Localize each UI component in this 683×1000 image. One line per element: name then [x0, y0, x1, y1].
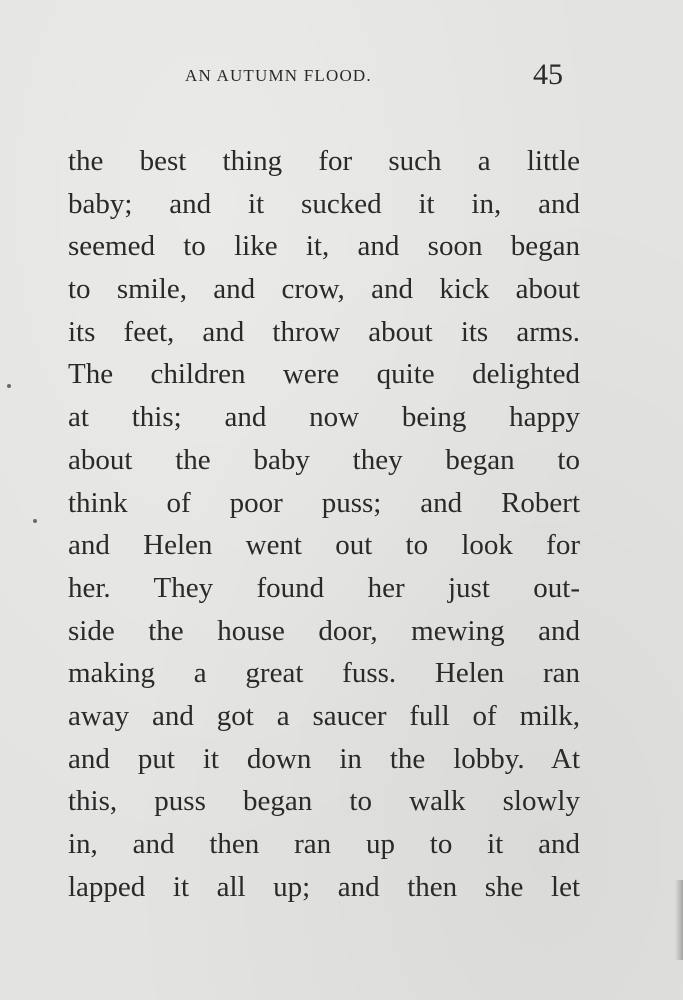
- text-line: this, puss began to walk slowly: [68, 785, 580, 818]
- text-line: and put it down in the lobby. At: [68, 742, 580, 775]
- text-line: its feet, and throw about its arms.: [68, 315, 580, 348]
- running-head-title: AN AUTUMN FLOOD.: [185, 66, 372, 85]
- text-line: seemed to like it, and soon began: [68, 230, 580, 263]
- text-line: in, and then ran up to it and: [68, 828, 580, 860]
- text-line: side the house door, mewing and: [68, 614, 580, 647]
- text-line: think of poor puss; and Robert: [68, 486, 580, 519]
- text-line: her. They found her just out-: [68, 571, 580, 604]
- text-line: away and got a saucer full of milk,: [68, 699, 580, 732]
- text-line: about the baby they began to: [68, 443, 580, 476]
- paper-speck: [7, 384, 11, 388]
- page-number: 45: [533, 58, 563, 91]
- body-text: [68, 140, 580, 908]
- text-line: The children were quite delighted: [68, 358, 580, 391]
- text-line: the best thing for such a little: [68, 145, 580, 177]
- page-edge-shadow: [675, 880, 683, 960]
- text-line: baby; and it sucked it in, and: [68, 187, 580, 220]
- paper-speck: [33, 519, 37, 523]
- text-line: making a great fuss. Helen ran: [68, 657, 580, 690]
- text-line: lapped it all up; and then she let: [68, 870, 580, 903]
- text-line: to smile, and crow, and kick about: [68, 273, 580, 306]
- text-line: at this; and now being happy: [68, 401, 580, 434]
- text-line: and Helen went out to look for: [68, 529, 580, 562]
